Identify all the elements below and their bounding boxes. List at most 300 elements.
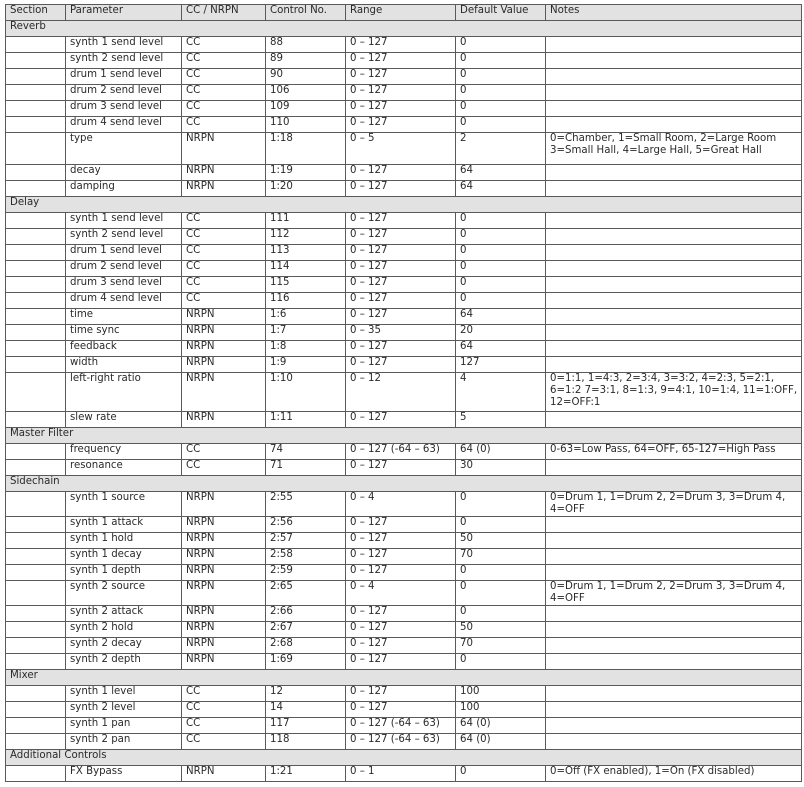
- cell-range: 0 – 127: [346, 622, 456, 638]
- cell-parameter: drum 2 send level: [66, 85, 182, 101]
- table-row: [6, 261, 802, 277]
- section-title: Mixer: [6, 670, 802, 686]
- cell-cc-nrpn: NRPN: [182, 638, 266, 654]
- cell-cc-nrpn: NRPN: [182, 309, 266, 325]
- cell-range: 0 – 127: [346, 549, 456, 565]
- cell-notes: [546, 293, 802, 309]
- cell-notes: [546, 622, 802, 638]
- cell-control-no: 1:9: [266, 357, 346, 373]
- cell-default-value: 70: [456, 638, 546, 654]
- cell-default-value: 0: [456, 517, 546, 533]
- cell-parameter: synth 1 attack: [66, 517, 182, 533]
- cell-default-value: 0: [456, 492, 546, 517]
- table-row: [6, 69, 802, 85]
- cell-control-no: 2:65: [266, 581, 346, 606]
- section-row: [6, 670, 802, 686]
- header-default-value: Default Value: [456, 5, 546, 21]
- cell-section-blank: [6, 686, 66, 702]
- cell-notes: [546, 245, 802, 261]
- table-row: [6, 565, 802, 581]
- cell-default-value: 0: [456, 213, 546, 229]
- cell-parameter: drum 4 send level: [66, 117, 182, 133]
- cell-notes: [546, 117, 802, 133]
- cell-range: 0 – 127: [346, 357, 456, 373]
- cell-default-value: 0: [456, 53, 546, 69]
- cell-range: 0 – 127: [346, 229, 456, 245]
- cell-range: 0 – 127: [346, 460, 456, 476]
- cell-cc-nrpn: CC: [182, 213, 266, 229]
- table-header: [6, 5, 802, 21]
- cell-parameter: synth 1 source: [66, 492, 182, 517]
- table-row: [6, 718, 802, 734]
- cell-parameter: synth 2 send level: [66, 53, 182, 69]
- table-row: [6, 101, 802, 117]
- cell-cc-nrpn: NRPN: [182, 325, 266, 341]
- cell-section-blank: [6, 565, 66, 581]
- cell-section-blank: [6, 229, 66, 245]
- table-row: [6, 766, 802, 782]
- table-row: [6, 638, 802, 654]
- cell-control-no: 88: [266, 37, 346, 53]
- cell-default-value: 0: [456, 606, 546, 622]
- cell-cc-nrpn: NRPN: [182, 622, 266, 638]
- section-title: Additional Controls: [6, 750, 802, 766]
- cell-control-no: 1:11: [266, 412, 346, 428]
- cell-control-no: 2:56: [266, 517, 346, 533]
- cell-range: 0 – 127: [346, 277, 456, 293]
- cell-section-blank: [6, 277, 66, 293]
- cell-notes: 0-63=Low Pass, 64=OFF, 65-127=High Pass: [546, 444, 802, 460]
- table-row: [6, 686, 802, 702]
- header-range: Range: [346, 5, 456, 21]
- cell-cc-nrpn: CC: [182, 229, 266, 245]
- cell-parameter: time sync: [66, 325, 182, 341]
- cell-default-value: 100: [456, 686, 546, 702]
- cell-range: 0 – 127: [346, 165, 456, 181]
- cell-parameter: drum 3 send level: [66, 277, 182, 293]
- cell-section-blank: [6, 341, 66, 357]
- cell-cc-nrpn: CC: [182, 245, 266, 261]
- cell-notes: [546, 718, 802, 734]
- cell-range: 0 – 127: [346, 181, 456, 197]
- cell-range: 0 – 127: [346, 654, 456, 670]
- cell-parameter: feedback: [66, 341, 182, 357]
- cell-default-value: 50: [456, 622, 546, 638]
- cell-range: 0 – 127: [346, 245, 456, 261]
- cell-range: 0 – 127 (-64 – 63): [346, 734, 456, 750]
- cell-notes: 0=Drum 1, 1=Drum 2, 2=Drum 3, 3=Drum 4, 4=OFF: [546, 581, 802, 606]
- cell-section-blank: [6, 293, 66, 309]
- cell-control-no: 106: [266, 85, 346, 101]
- cell-notes: [546, 734, 802, 750]
- cell-cc-nrpn: NRPN: [182, 357, 266, 373]
- cell-default-value: 0: [456, 581, 546, 606]
- cell-parameter: synth 2 source: [66, 581, 182, 606]
- cell-range: 0 – 127: [346, 606, 456, 622]
- section-title: Delay: [6, 197, 802, 213]
- cell-section-blank: [6, 622, 66, 638]
- header-cc-nrpn: CC / NRPN: [182, 5, 266, 21]
- table-row: [6, 444, 802, 460]
- cell-notes: [546, 533, 802, 549]
- cell-default-value: 64: [456, 165, 546, 181]
- cell-parameter: decay: [66, 165, 182, 181]
- cell-default-value: 64: [456, 181, 546, 197]
- cell-section-blank: [6, 101, 66, 117]
- cell-section-blank: [6, 517, 66, 533]
- cell-section-blank: [6, 549, 66, 565]
- cell-control-no: 2:67: [266, 622, 346, 638]
- table-row: [6, 492, 802, 517]
- cell-notes: [546, 165, 802, 181]
- cell-notes: [546, 702, 802, 718]
- cell-control-no: 90: [266, 69, 346, 85]
- cell-control-no: 2:55: [266, 492, 346, 517]
- cell-range: 0 – 12: [346, 373, 456, 412]
- cell-notes: [546, 101, 802, 117]
- cell-default-value: 30: [456, 460, 546, 476]
- cell-range: 0 – 35: [346, 325, 456, 341]
- table-body: [6, 21, 802, 782]
- cell-control-no: 89: [266, 53, 346, 69]
- header-control-no: Control No.: [266, 5, 346, 21]
- cell-parameter: frequency: [66, 444, 182, 460]
- cell-parameter: synth 1 send level: [66, 213, 182, 229]
- cell-cc-nrpn: CC: [182, 37, 266, 53]
- cell-cc-nrpn: CC: [182, 117, 266, 133]
- table-row: [6, 229, 802, 245]
- cell-notes: [546, 277, 802, 293]
- table-row: [6, 654, 802, 670]
- cell-cc-nrpn: CC: [182, 718, 266, 734]
- table-row: [6, 133, 802, 165]
- cell-default-value: 0: [456, 37, 546, 53]
- cell-notes: [546, 37, 802, 53]
- cell-parameter: synth 2 decay: [66, 638, 182, 654]
- cell-control-no: 113: [266, 245, 346, 261]
- cell-default-value: 0: [456, 654, 546, 670]
- cell-parameter: drum 2 send level: [66, 261, 182, 277]
- cell-cc-nrpn: CC: [182, 53, 266, 69]
- header-section: Section: [6, 5, 66, 21]
- cell-range: 0 – 127 (-64 – 63): [346, 444, 456, 460]
- cell-range: 0 – 127: [346, 702, 456, 718]
- cell-cc-nrpn: NRPN: [182, 549, 266, 565]
- cell-control-no: 1:6: [266, 309, 346, 325]
- cell-parameter: time: [66, 309, 182, 325]
- cell-parameter: damping: [66, 181, 182, 197]
- cell-parameter: synth 2 attack: [66, 606, 182, 622]
- cell-section-blank: [6, 444, 66, 460]
- section-title: Sidechain: [6, 476, 802, 492]
- cell-parameter: synth 2 level: [66, 702, 182, 718]
- cell-range: 0 – 127: [346, 517, 456, 533]
- cell-section-blank: [6, 165, 66, 181]
- cell-cc-nrpn: NRPN: [182, 133, 266, 165]
- header-parameter: Parameter: [66, 5, 182, 21]
- cell-control-no: 117: [266, 718, 346, 734]
- cell-range: 0 – 127: [346, 117, 456, 133]
- cell-range: 0 – 127: [346, 69, 456, 85]
- cell-range: 0 – 1: [346, 766, 456, 782]
- cell-notes: 0=Chamber, 1=Small Room, 2=Large Room 3=Small Hall, 4=Large Hall, 5=Great Hall: [546, 133, 802, 165]
- section-row: [6, 21, 802, 37]
- section-row: [6, 476, 802, 492]
- cell-control-no: 14: [266, 702, 346, 718]
- cell-default-value: 70: [456, 549, 546, 565]
- cell-cc-nrpn: NRPN: [182, 565, 266, 581]
- cell-cc-nrpn: NRPN: [182, 517, 266, 533]
- cell-range: 0 – 127: [346, 37, 456, 53]
- cell-section-blank: [6, 581, 66, 606]
- cell-section-blank: [6, 53, 66, 69]
- cell-control-no: 1:21: [266, 766, 346, 782]
- cell-parameter: type: [66, 133, 182, 165]
- table-row: [6, 734, 802, 750]
- cell-parameter: drum 1 send level: [66, 69, 182, 85]
- cell-notes: 0=1:1, 1=4:3, 2=3:4, 3=3:2, 4=2:3, 5=2:1, 6=1:2 7=3:1, 8=1:3, 9=4:1, 10=1:4, 11=1:OFF, 12=OFF:1: [546, 373, 802, 412]
- cell-range: 0 – 4: [346, 492, 456, 517]
- cell-section-blank: [6, 37, 66, 53]
- section-row: [6, 197, 802, 213]
- cell-notes: [546, 309, 802, 325]
- cell-range: 0 – 127: [346, 412, 456, 428]
- cell-control-no: 1:7: [266, 325, 346, 341]
- cell-section-blank: [6, 638, 66, 654]
- cell-section-blank: [6, 460, 66, 476]
- cell-control-no: 111: [266, 213, 346, 229]
- cell-control-no: 1:8: [266, 341, 346, 357]
- cell-default-value: 0: [456, 69, 546, 85]
- cell-control-no: 116: [266, 293, 346, 309]
- cell-parameter: synth 2 depth: [66, 654, 182, 670]
- table-row: [6, 293, 802, 309]
- table-row: [6, 549, 802, 565]
- cell-control-no: 1:18: [266, 133, 346, 165]
- section-row: [6, 428, 802, 444]
- cell-control-no: 2:68: [266, 638, 346, 654]
- cell-notes: [546, 460, 802, 476]
- cell-cc-nrpn: NRPN: [182, 606, 266, 622]
- cell-control-no: 118: [266, 734, 346, 750]
- cell-section-blank: [6, 702, 66, 718]
- cell-default-value: 0: [456, 261, 546, 277]
- cell-control-no: 115: [266, 277, 346, 293]
- table-row: [6, 325, 802, 341]
- cell-notes: [546, 69, 802, 85]
- cell-cc-nrpn: CC: [182, 101, 266, 117]
- table-row: [6, 533, 802, 549]
- cell-section-blank: [6, 325, 66, 341]
- cell-section-blank: [6, 261, 66, 277]
- table-row: [6, 702, 802, 718]
- cell-control-no: 2:58: [266, 549, 346, 565]
- cell-notes: 0=Drum 1, 1=Drum 2, 2=Drum 3, 3=Drum 4, 4=OFF: [546, 492, 802, 517]
- cell-section-blank: [6, 181, 66, 197]
- cell-notes: [546, 517, 802, 533]
- cell-range: 0 – 127: [346, 533, 456, 549]
- cell-parameter: left-right ratio: [66, 373, 182, 412]
- cell-section-blank: [6, 357, 66, 373]
- cell-default-value: 0: [456, 293, 546, 309]
- cell-control-no: 2:57: [266, 533, 346, 549]
- cell-control-no: 1:20: [266, 181, 346, 197]
- cell-section-blank: [6, 85, 66, 101]
- cell-cc-nrpn: CC: [182, 460, 266, 476]
- cell-parameter: synth 1 decay: [66, 549, 182, 565]
- cell-parameter: drum 3 send level: [66, 101, 182, 117]
- cell-notes: [546, 53, 802, 69]
- cell-notes: [546, 325, 802, 341]
- cell-notes: [546, 549, 802, 565]
- cell-range: 0 – 127: [346, 309, 456, 325]
- table-row: [6, 117, 802, 133]
- cell-notes: [546, 213, 802, 229]
- cell-parameter: width: [66, 357, 182, 373]
- cell-parameter: synth 1 send level: [66, 37, 182, 53]
- cell-notes: [546, 654, 802, 670]
- cell-default-value: 64 (0): [456, 734, 546, 750]
- cell-default-value: 0: [456, 229, 546, 245]
- cell-notes: [546, 85, 802, 101]
- cell-cc-nrpn: NRPN: [182, 654, 266, 670]
- table-row: [6, 37, 802, 53]
- cell-parameter: synth 1 pan: [66, 718, 182, 734]
- cell-cc-nrpn: CC: [182, 686, 266, 702]
- table-row: [6, 460, 802, 476]
- cell-range: 0 – 127: [346, 686, 456, 702]
- cell-cc-nrpn: CC: [182, 734, 266, 750]
- table-row: [6, 309, 802, 325]
- cell-section-blank: [6, 309, 66, 325]
- cell-control-no: 71: [266, 460, 346, 476]
- cell-section-blank: [6, 69, 66, 85]
- header-notes: Notes: [546, 5, 802, 21]
- table-row: [6, 357, 802, 373]
- cell-parameter: synth 1 level: [66, 686, 182, 702]
- cell-notes: [546, 261, 802, 277]
- cell-control-no: 112: [266, 229, 346, 245]
- cell-cc-nrpn: NRPN: [182, 581, 266, 606]
- cell-cc-nrpn: NRPN: [182, 492, 266, 517]
- cell-notes: 0=Off (FX enabled), 1=On (FX disabled): [546, 766, 802, 782]
- cell-control-no: 74: [266, 444, 346, 460]
- cell-control-no: 109: [266, 101, 346, 117]
- cell-default-value: 0: [456, 117, 546, 133]
- table-row: [6, 412, 802, 428]
- cell-range: 0 – 127 (-64 – 63): [346, 718, 456, 734]
- cell-default-value: 64: [456, 309, 546, 325]
- cell-default-value: 2: [456, 133, 546, 165]
- cell-section-blank: [6, 117, 66, 133]
- cell-default-value: 0: [456, 101, 546, 117]
- table-row: [6, 165, 802, 181]
- table-row: [6, 181, 802, 197]
- cell-notes: [546, 229, 802, 245]
- cell-cc-nrpn: CC: [182, 69, 266, 85]
- cell-section-blank: [6, 654, 66, 670]
- table-row: [6, 622, 802, 638]
- cell-cc-nrpn: CC: [182, 444, 266, 460]
- cell-parameter: synth 2 hold: [66, 622, 182, 638]
- cell-parameter: synth 2 send level: [66, 229, 182, 245]
- cell-parameter: FX Bypass: [66, 766, 182, 782]
- table-row: [6, 245, 802, 261]
- cell-default-value: 0: [456, 565, 546, 581]
- cell-parameter: synth 1 depth: [66, 565, 182, 581]
- cell-default-value: 0: [456, 85, 546, 101]
- cell-range: 0 – 4: [346, 581, 456, 606]
- cell-default-value: 20: [456, 325, 546, 341]
- cell-parameter: drum 4 send level: [66, 293, 182, 309]
- cell-notes: [546, 412, 802, 428]
- cell-section-blank: [6, 718, 66, 734]
- table-row: [6, 606, 802, 622]
- cell-control-no: 1:69: [266, 654, 346, 670]
- cell-default-value: 64: [456, 341, 546, 357]
- cell-cc-nrpn: CC: [182, 293, 266, 309]
- cell-cc-nrpn: NRPN: [182, 533, 266, 549]
- cell-notes: [546, 565, 802, 581]
- table-row: [6, 373, 802, 412]
- cell-notes: [546, 341, 802, 357]
- cell-control-no: 110: [266, 117, 346, 133]
- table-row: [6, 277, 802, 293]
- cell-parameter: drum 1 send level: [66, 245, 182, 261]
- cell-parameter: synth 2 pan: [66, 734, 182, 750]
- table-row: [6, 581, 802, 606]
- section-title: Reverb: [6, 21, 802, 37]
- cell-notes: [546, 181, 802, 197]
- cell-range: 0 – 127: [346, 53, 456, 69]
- cell-range: 0 – 5: [346, 133, 456, 165]
- cell-default-value: 0: [456, 277, 546, 293]
- cell-notes: [546, 357, 802, 373]
- cell-default-value: 64 (0): [456, 718, 546, 734]
- cell-cc-nrpn: CC: [182, 85, 266, 101]
- cell-range: 0 – 127: [346, 101, 456, 117]
- cell-cc-nrpn: NRPN: [182, 165, 266, 181]
- cell-cc-nrpn: NRPN: [182, 181, 266, 197]
- table-row: [6, 53, 802, 69]
- header-row: [6, 5, 802, 21]
- cell-range: 0 – 127: [346, 85, 456, 101]
- table-row: [6, 517, 802, 533]
- parameter-table: [5, 4, 802, 782]
- cell-section-blank: [6, 245, 66, 261]
- cell-notes: [546, 686, 802, 702]
- table-row: [6, 213, 802, 229]
- cell-range: 0 – 127: [346, 261, 456, 277]
- cell-section-blank: [6, 734, 66, 750]
- cell-parameter: slew rate: [66, 412, 182, 428]
- cell-control-no: 1:19: [266, 165, 346, 181]
- cell-section-blank: [6, 533, 66, 549]
- cell-control-no: 1:10: [266, 373, 346, 412]
- cell-control-no: 12: [266, 686, 346, 702]
- cell-range: 0 – 127: [346, 293, 456, 309]
- cell-default-value: 50: [456, 533, 546, 549]
- section-title: Master Filter: [6, 428, 802, 444]
- cell-range: 0 – 127: [346, 565, 456, 581]
- cell-cc-nrpn: CC: [182, 261, 266, 277]
- cell-section-blank: [6, 492, 66, 517]
- cell-range: 0 – 127: [346, 213, 456, 229]
- cell-cc-nrpn: NRPN: [182, 412, 266, 428]
- cell-cc-nrpn: NRPN: [182, 766, 266, 782]
- cell-default-value: 5: [456, 412, 546, 428]
- cell-section-blank: [6, 606, 66, 622]
